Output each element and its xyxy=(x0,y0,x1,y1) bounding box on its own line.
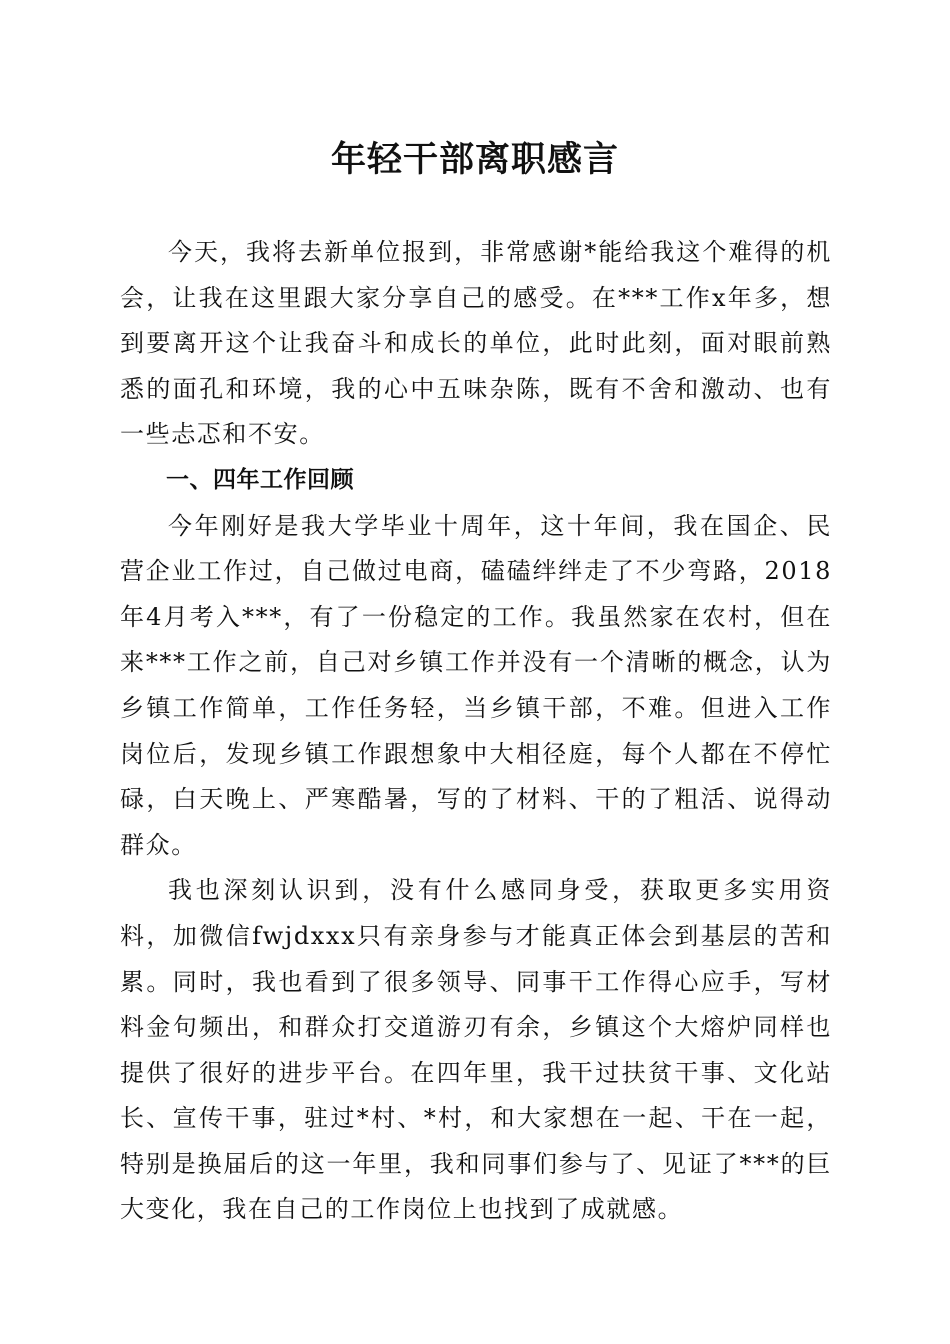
intro-paragraph: 今天，我将去新单位报到，非常感谢*能给我这个难得的机会，让我在这里跟大家分享自己的感受。在***工作x年多，想到要离开这个让我奋斗和成长的单位，此时此刻，面对眼前熟悉的面孔和环境，我的心中五味杂陈，既有不舍和激动、也有一些忐忑和不安。 xyxy=(120,238,832,449)
document-title: 年轻干部离职感言 xyxy=(330,139,619,180)
section-paragraph: 今年刚好是我大学毕业十周年，这十年间，我在国企、民营企业工作过，自己做过电商，磕磕绊绊走了不少弯路，2018年4月考入***，有了一份稳定的工作。我虽然家在农村，但在来***工作之前，自己对乡镇工作并没有一个清晰的概念，认为乡镇工作简单，工作任务轻，当乡镇干部，不难。但进入工作岗位后，发现乡镇工作跟想象中大相径庭，每个人都在不停忙碌，白天晚上、严寒酷暑，写的了材料、干的了粗活、说得动群众。 xyxy=(120,511,832,859)
section-heading: 一、四年工作回顾 xyxy=(166,466,354,493)
document-body xyxy=(120,230,832,1233)
section-paragraph: 我也深刻认识到，没有什么感同身受，获取更多实用资料，加微信fwjdxxx只有亲身参与才能真正体会到基层的苦和累。同时，我也看到了很多领导、同事干工作得心应手，写材料金句频出，和群众打交道游刃有余，乡镇这个大熔炉同样也提供了很好的进步平台。在四年里，我干过扶贫干事、文化站长、宣传干事，驻过*村、*村，和大家想在一起、干在一起，特别是换届后的这一年里，我和同事们参与了、见证了***的巨大变化，我在自己的工作岗位上也找到了成就感。 xyxy=(120,876,832,1224)
